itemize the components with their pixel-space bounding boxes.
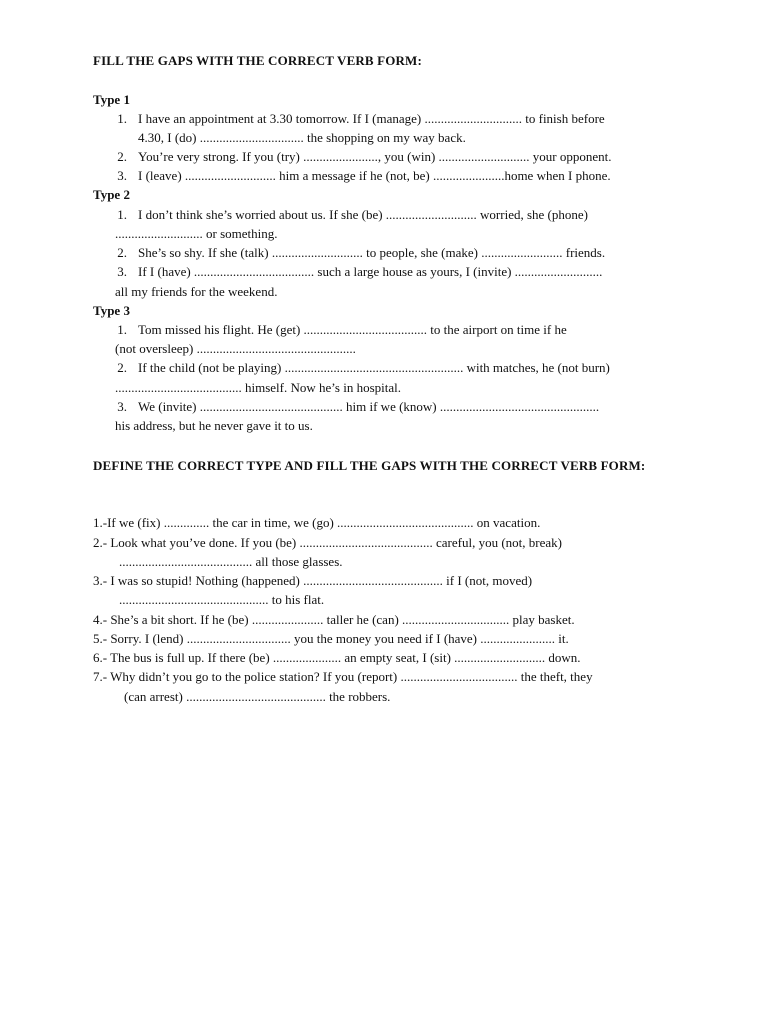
item-line: (not oversleep) ................................................. [115,341,356,356]
item-line: I have an appointment at 3.30 tomorrow. If I (manage) .............................. to finish before [138,111,605,126]
item-line: I (leave) ............................ him a message if he (not, be) ......................home when I phone. [138,168,611,183]
section2-title: DEFINE THE CORRECT TYPE AND FILL THE GAPS WITH THE CORRECT VERB FORM: [93,458,646,473]
item-line: all my friends for the weekend. [115,284,278,299]
type1-label: Type 1 [93,92,130,107]
exercise-line: 3.- I was so stupid! Nothing (happened) ........................................... if I (not, moved) [93,573,533,588]
item-line: She’s so shy. If she (talk) ............................ to people, she (make) ......................... friends. [138,245,606,260]
item-line: Tom missed his flight. He (get) ...................................... to the airport on time if he [138,322,567,337]
item-number: 3. [117,264,127,279]
item-line: If the child (not be playing) ....................................................... with matches, he (not burn) [138,360,610,375]
exercise-line: .............................................. to his flat. [119,592,325,607]
item-number: 1. [117,111,127,126]
exercise-line: 5.- Sorry. I (lend) ................................ you the money you need if I (have) ....................... it. [93,631,569,646]
exercise-line: (can arrest) ........................................... the robbers. [124,689,391,704]
type3-label: Type 3 [93,303,130,318]
section1-title: FILL THE GAPS WITH THE CORRECT VERB FORM: [93,53,422,68]
item-number: 3. [117,399,127,414]
item-number: 1. [117,207,127,222]
exercise-line: ......................................... all those glasses. [119,554,343,569]
item-line: his address, but he never gave it to us. [115,418,313,433]
exercise-line: 1.-If we (fix) .............. the car in time, we (go) .......................................... on vacation. [93,515,541,530]
exercise-line: 6.- The bus is full up. If there (be) ..................... an empty seat, I (sit) ............................ down. [93,650,581,665]
item-line: You’re very strong. If you (try) ......................., you (win) ............................ your opponent. [138,149,612,164]
item-line: I don’t think she’s worried about us. If she (be) ............................ worried, she (phone) [138,207,588,222]
item-line: If I (have) ..................................... such a large house as yours, I (invite) ........................... [138,264,603,279]
item-line: 4.30, I (do) ................................ the shopping on my way back. [138,130,466,145]
item-line: We (invite) ............................................ him if we (know) ................................................. [138,399,600,414]
item-number: 1. [117,322,127,337]
item-number: 2. [117,245,127,260]
exercise-line: 4.- She’s a bit short. If he (be) ...................... taller he (can) ................................. play basket. [93,612,575,627]
type2-label: Type 2 [93,187,130,202]
item-line: ........................... or something. [115,226,278,241]
item-number: 2. [117,149,127,164]
item-number: 2. [117,360,127,375]
item-number: 3. [117,168,127,183]
item-line: ....................................... himself. Now he’s in hospital. [115,380,401,395]
exercise-line: 7.- Why didn’t you go to the police station? If you (report) .................................... the theft, they [93,669,593,684]
exercise-line: 2.- Look what you’ve done. If you (be) ......................................... careful, you (not, break) [93,535,562,550]
